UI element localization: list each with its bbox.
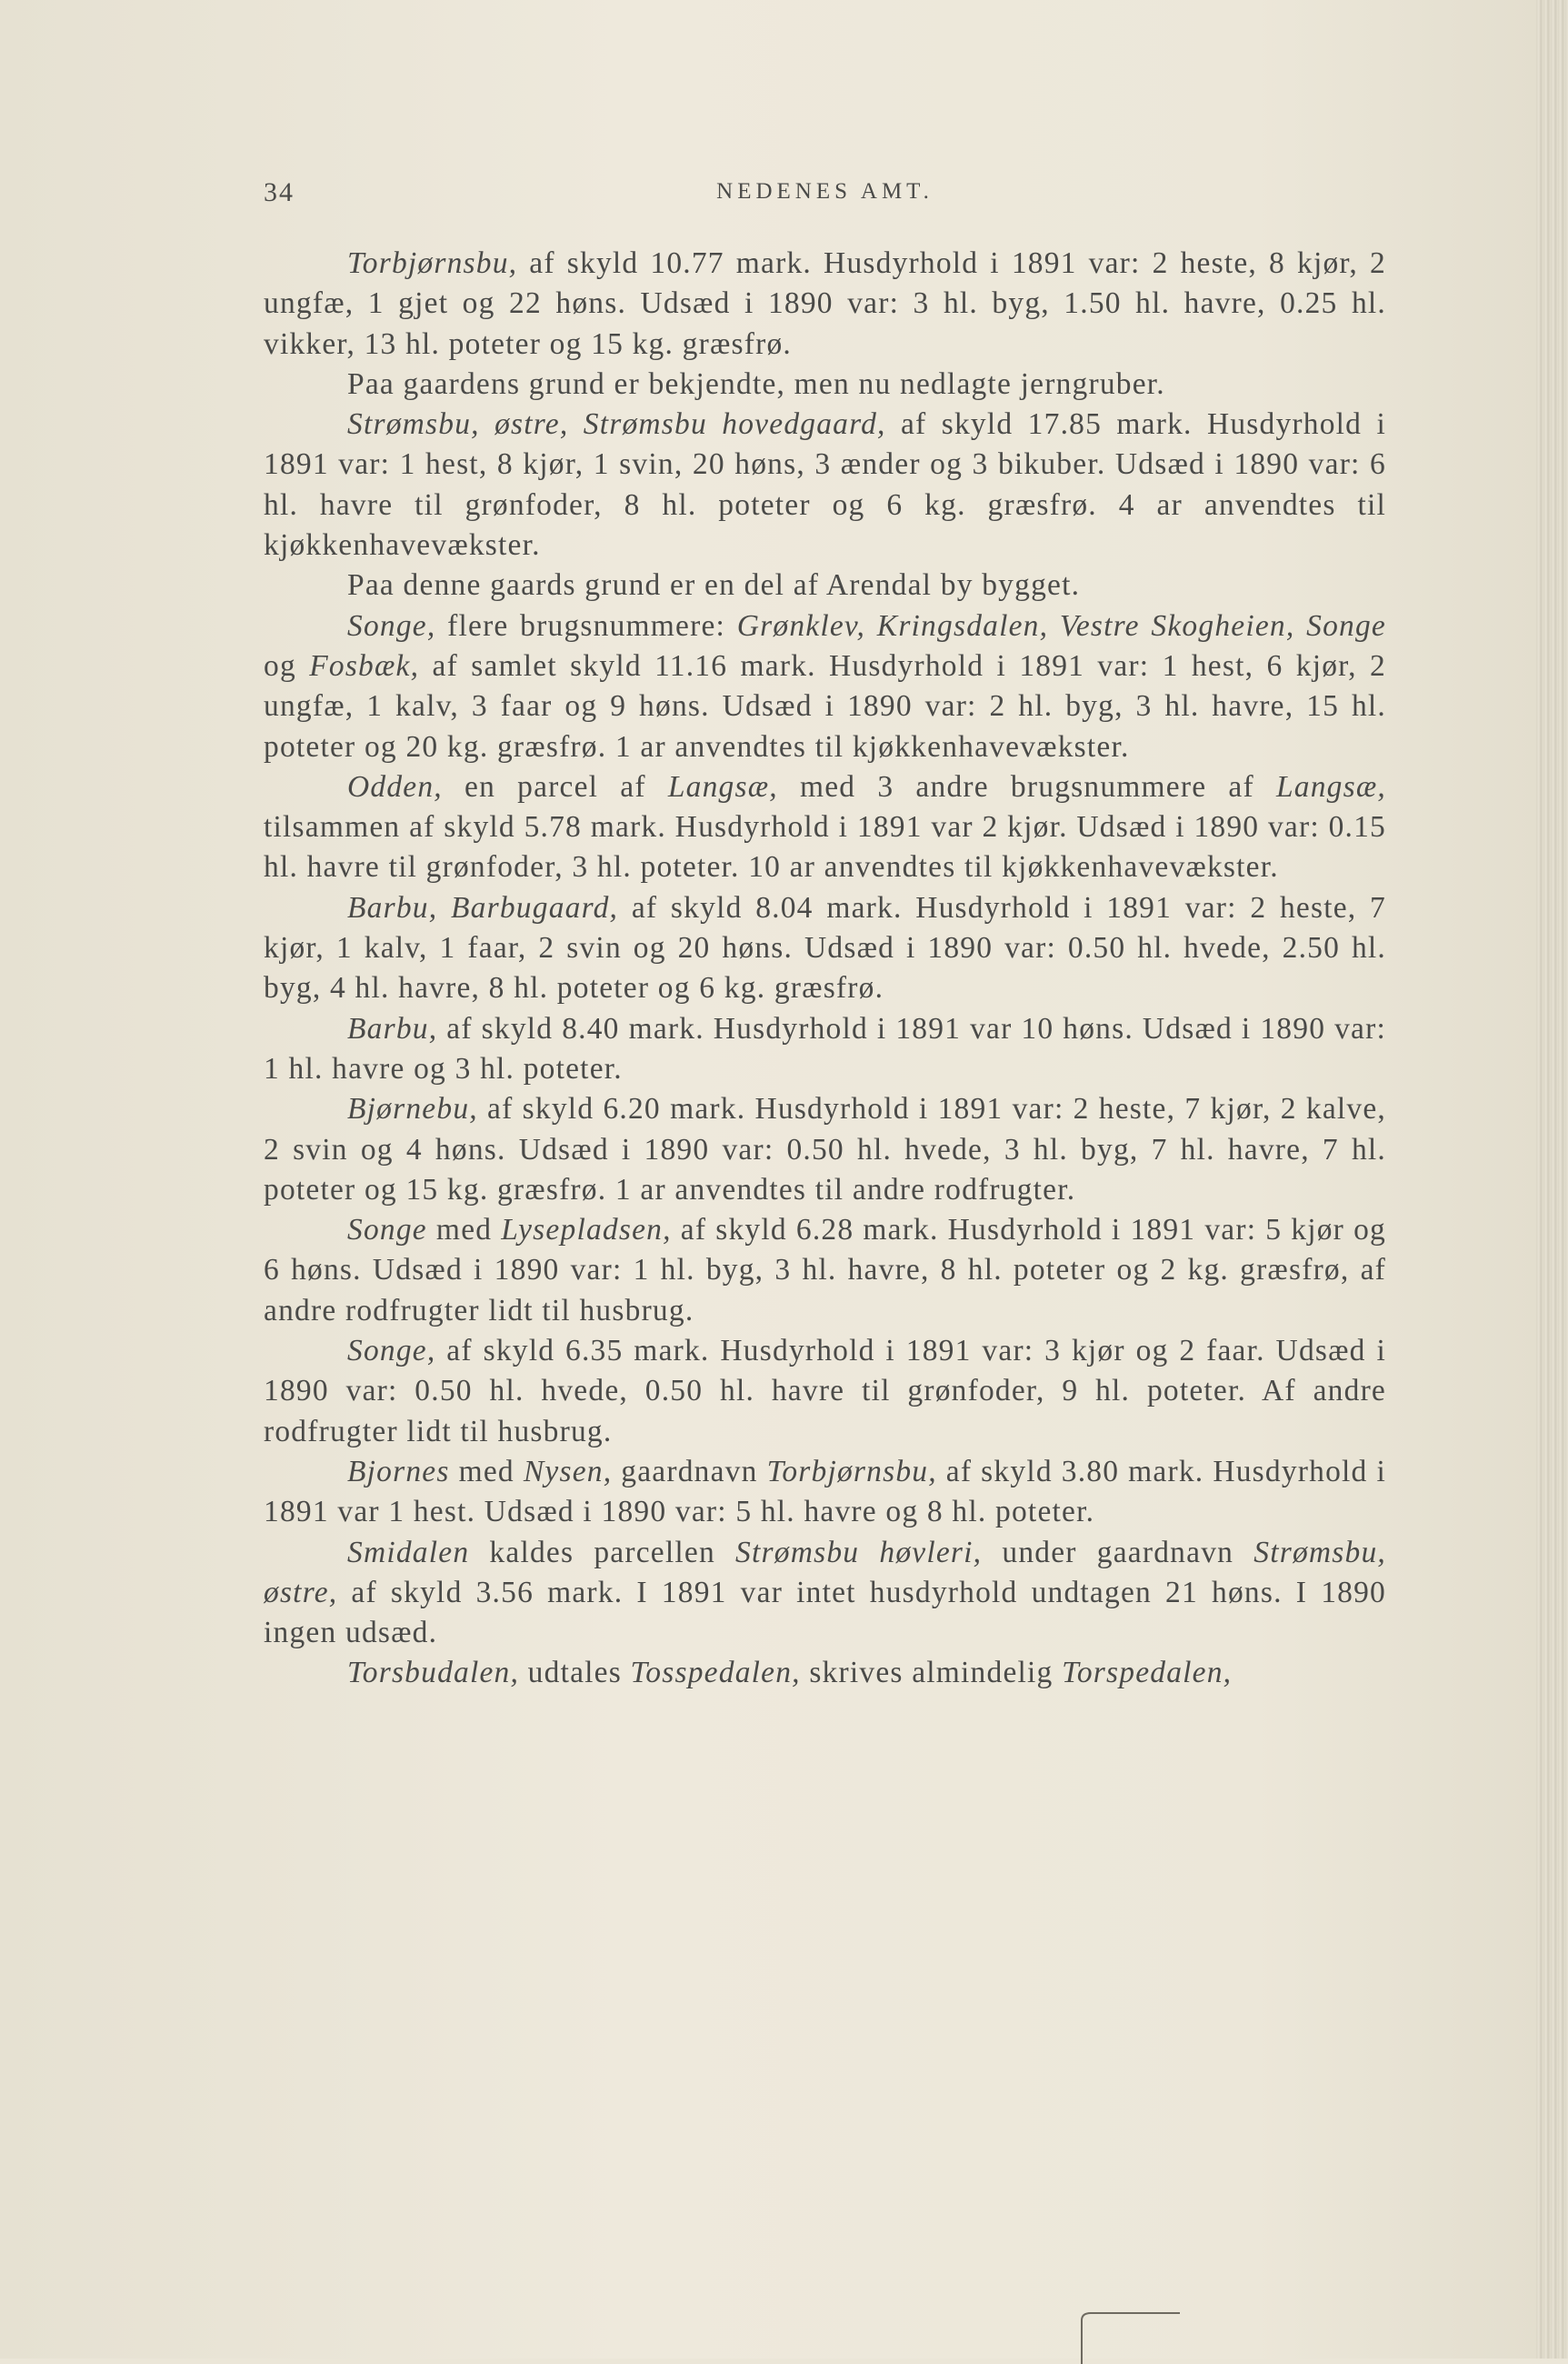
paragraph: [264, 767, 1386, 888]
paragraph: [264, 1533, 1386, 1654]
italic-name: Songe,: [347, 1334, 436, 1368]
text-run: udtales: [519, 1656, 631, 1690]
paragraph: [264, 1210, 1386, 1331]
text-run: tilsammen af skyld 5.78 mark. Husdyrhold i 1891 var 2 kjør. Udsæd i 1890 var: 0.15 hl. havre til grønfoder, 3 hl. poteter. 10 ar anvendtes til kjøkkenhavevækster.: [264, 810, 1386, 885]
text-run: flere brugsnummere:: [435, 608, 737, 643]
paragraph: [264, 566, 1386, 606]
page-header: [264, 177, 1386, 223]
paragraph: [264, 365, 1386, 405]
italic-name: Langsæ,: [1275, 769, 1386, 804]
text-run: af skyld 3.56 mark. I 1891 var intet husdyrhold undtagen 21 høns. I 1890 ingen udsæd.: [264, 1575, 1386, 1650]
italic-name: Barbu, Barbugaard,: [347, 890, 619, 925]
italic-name: Smidalen: [347, 1535, 470, 1569]
paragraph: [264, 244, 1386, 365]
italic-name: Songe,: [347, 608, 436, 643]
italic-name: Nysen,: [523, 1454, 613, 1488]
corner-mark: [1073, 2309, 1182, 2364]
italic-name: Lysepladsen,: [501, 1213, 672, 1247]
text-run: og: [264, 648, 310, 683]
paragraph: [264, 606, 1386, 767]
italic-name: Odden,: [347, 769, 443, 804]
italic-name: Torspedalen,: [1062, 1656, 1233, 1690]
text-run: af skyld 6.20 mark. Husdyrhold i 1891 var: 2 heste, 7 kjør, 2 kalve, 2 svin og 4 høns. Udsæd i 1890 var: 0.50 hl. hvede, 3 hl. byg, 7 hl. havre, 7 hl. poteter og 15 kg. græsfrø. 1 ar anvendtes til andre rodfrugter.: [264, 1092, 1386, 1207]
italic-name: Bjørnebu,: [347, 1092, 478, 1127]
text-run: gaardnavn: [612, 1454, 767, 1488]
text-run: skrives almindelig: [800, 1656, 1063, 1690]
italic-name: Langsæ,: [667, 769, 778, 804]
text-run: af skyld 8.04 mark. Husdyrhold i 1891 var: 2 heste, 7 kjør, 1 kalv, 1 faar, 2 svin og 20 høns. Udsæd i 1890 var: 0.50 hl. hvede, 2.50 hl. byg, 4 hl. havre, 8 hl. poteter og 6 kg. græsfrø.: [264, 890, 1386, 1006]
italic-name: Fosbæk,: [309, 648, 420, 683]
text-run: af skyld 10.77 mark. Husdyrhold i 1891 var: 2 heste, 8 kjør, 2 ungfæ, 1 gjet og 22 høns. Udsæd i 1890 var: 3 hl. byg, 1.50 hl. havre, 0.25 hl. vikker, 13 hl. poteter og 15 kg. græsfrø.: [264, 246, 1386, 361]
italic-name: Tosspedalen,: [630, 1656, 801, 1690]
text-run: af skyld 3.80 mark. Husdyrhold i 1891 var 1 hest. Udsæd i 1890 var: 5 hl. havre og 8 hl. poteter.: [264, 1454, 1386, 1529]
text-run: kaldes parcellen: [469, 1535, 736, 1569]
text-run: af skyld 17.85 mark. Husdyrhold i 1891 var: 1 hest, 8 kjør, 1 svin, 20 høns, 3 ænder og 3 bikuber. Udsæd i 1890 var: 6 hl. havre til grønfoder, 8 hl. poteter og 6 kg. græsfrø. 4 ar anvendtes til kjøkkenhavevækster.: [264, 407, 1386, 563]
text-run: med: [426, 1213, 502, 1247]
italic-name: Bjornes: [347, 1454, 450, 1488]
text-run: med: [449, 1454, 524, 1488]
italic-name: Strømsbu, østre, Strømsbu hovedgaard,: [347, 407, 886, 442]
paragraph: [264, 888, 1386, 1009]
paragraph: [264, 405, 1386, 566]
text-run: af skyld 6.35 mark. Husdyrhold i 1891 var: 3 kjør og 2 faar. Udsæd i 1890 var: 0.50 hl. hvede, 0.50 hl. havre til grønfoder, 9 hl. poteter. Af andre rodfrugter lidt til husbrug.: [264, 1334, 1386, 1448]
text-run: under gaardnavn: [982, 1535, 1254, 1569]
body-text: [264, 244, 1386, 1694]
page-number: 34: [264, 177, 295, 207]
text-run: med 3 andre brugsnummere af: [777, 769, 1276, 804]
text-run: af skyld 6.28 mark. Husdyrhold i 1891 var: 5 kjør og 6 høns. Udsæd i 1890 var: 1 hl. byg, 3 hl. havre, 8 hl. poteter og 2 kg. græsfrø, af andre rodfrugter lidt til husbrug.: [264, 1213, 1386, 1327]
paragraph: [264, 1653, 1386, 1693]
italic-name: Barbu,: [347, 1011, 438, 1046]
italic-name: Strømsbu, østre,: [264, 1535, 1386, 1609]
text-run: Paa gaardens grund er bekjendte, men nu nedlagte jerngruber.: [347, 366, 1165, 401]
italic-name: Torbjørnsbu,: [347, 246, 518, 280]
text-run: af skyld 8.40 mark. Husdyrhold i 1891 var 10 høns. Udsæd i 1890 var: 1 hl. havre og 3 hl. poteter.: [264, 1011, 1386, 1086]
italic-name: Grønklev, Kringsdalen, Vestre Skogheien, Songe: [736, 608, 1386, 643]
italic-name: Songe: [347, 1213, 427, 1247]
text-run: Paa denne gaards grund er en del af Arendal by bygget.: [347, 568, 1081, 603]
paragraph: [264, 1331, 1386, 1452]
italic-name: Strømsbu høvleri,: [735, 1535, 983, 1569]
paragraph: [264, 1009, 1386, 1090]
text-run: af samlet skyld 11.16 mark. Husdyrhold i 1891 var: 1 hest, 6 kjør, 2 ungfæ, 1 kalv, 3 faar og 9 høns. Udsæd i 1890 var: 2 hl. byg, 3 hl. havre, 15 hl. poteter og 20 kg. græsfrø. 1 ar anvendtes til kjøkkenhavevækster.: [264, 648, 1386, 764]
paragraph: [264, 1089, 1386, 1210]
running-title: NEDENES AMT.: [716, 179, 934, 204]
paragraph: [264, 1452, 1386, 1533]
italic-name: Torsbudalen,: [347, 1656, 520, 1690]
page-edge-shadow: [1536, 0, 1568, 2359]
text-run: en parcel af: [442, 769, 668, 804]
italic-name: Torbjørnsbu,: [766, 1454, 937, 1488]
